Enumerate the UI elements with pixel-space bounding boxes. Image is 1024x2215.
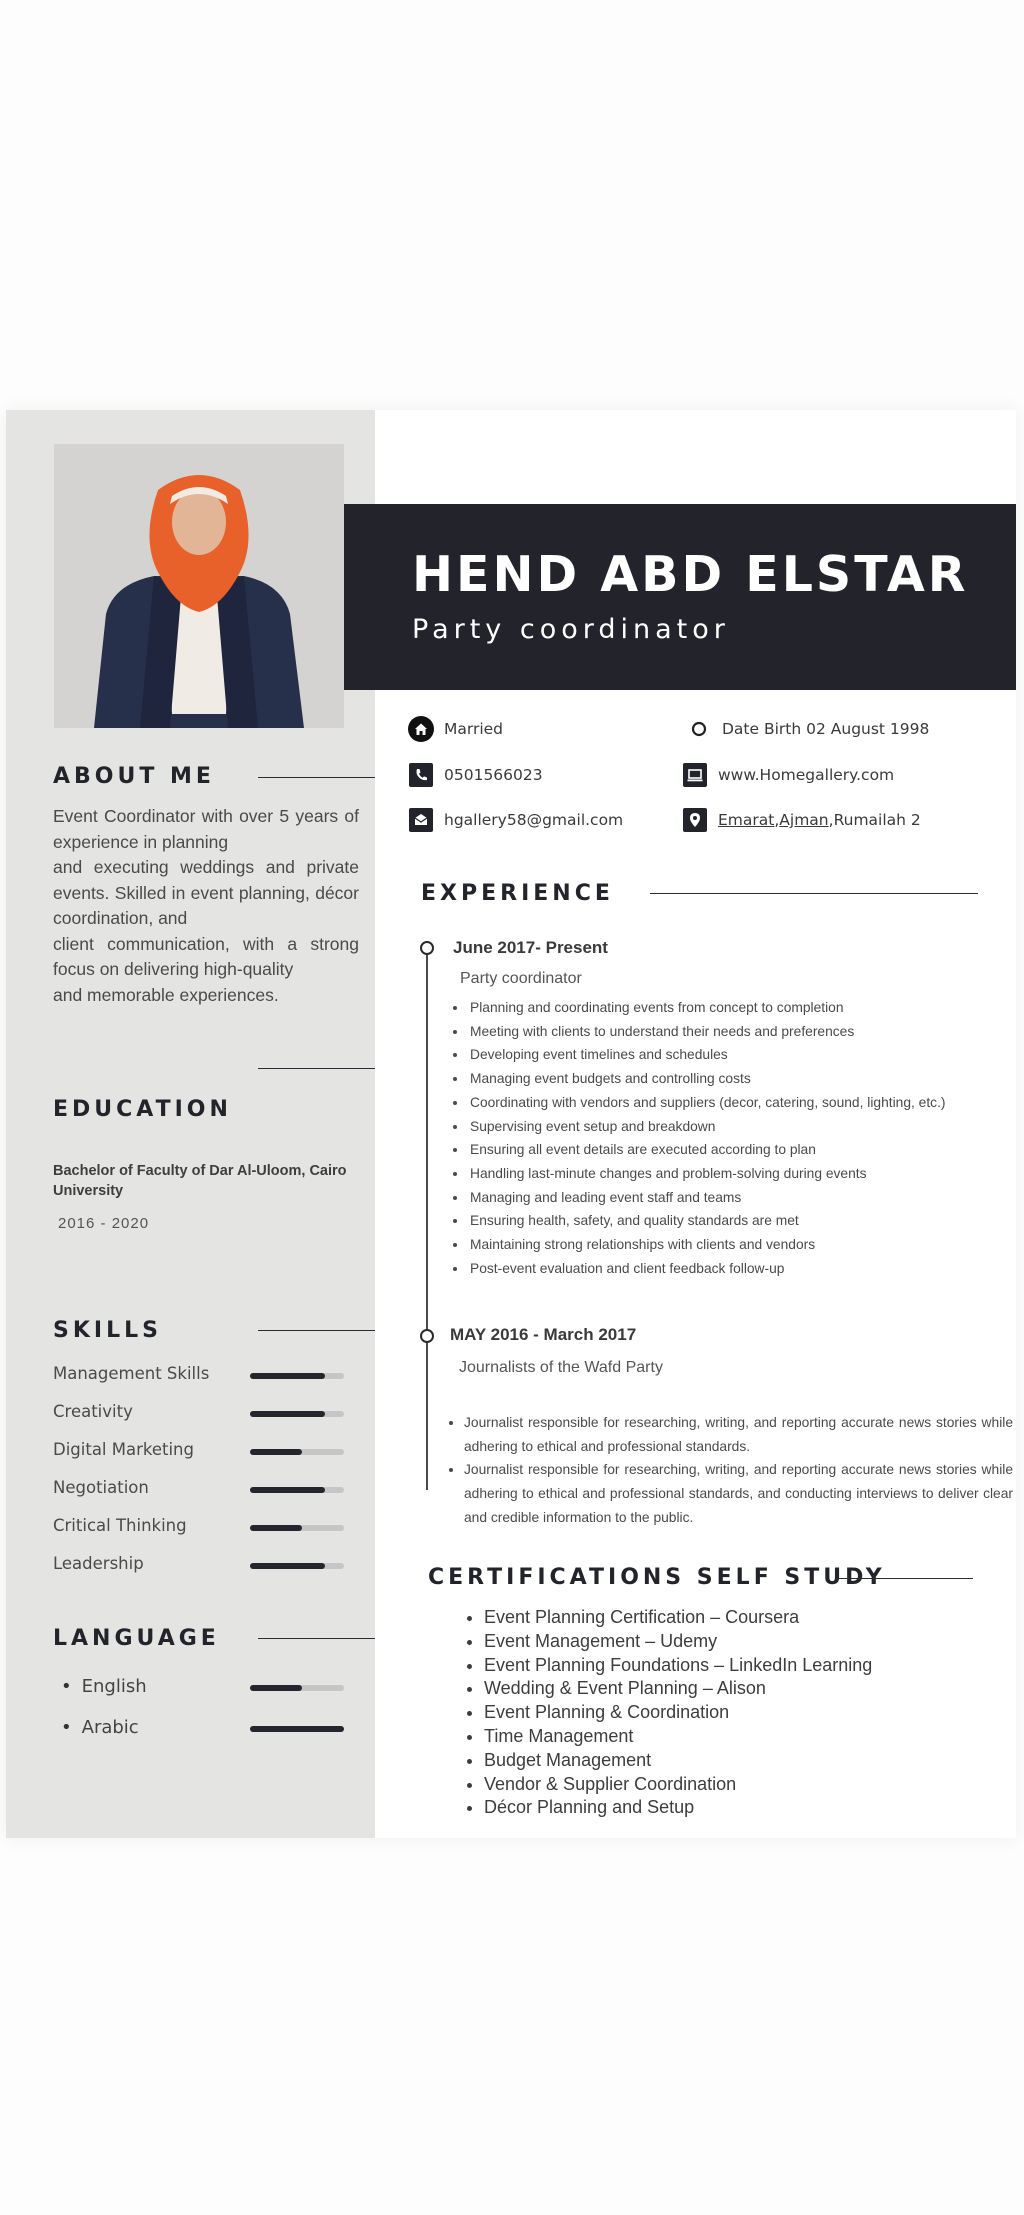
sidebar	[6, 410, 375, 1838]
candidate-name: HEND ABD ELSTAR	[412, 546, 969, 603]
experience-timeline	[426, 947, 428, 1490]
skill-bar	[250, 1449, 344, 1455]
about-line: client communication, with a strong focus on delivering high-quality	[53, 933, 359, 979]
skill-name: Critical Thinking	[53, 1516, 187, 1535]
timeline-dot	[420, 1329, 434, 1343]
duty-item: • Meeting with clients to understand their needs and preferences	[468, 1020, 1013, 1044]
education-divider	[258, 1068, 375, 1069]
skill-bar	[250, 1563, 344, 1569]
education-years: 2016 - 2020	[58, 1215, 150, 1232]
duty-item: • Developing event timelines and schedules	[468, 1043, 1013, 1067]
skill-item	[53, 1440, 353, 1464]
contact-email[interactable]	[408, 806, 623, 834]
duty-item: • Managing and leading event staff and teams	[468, 1186, 1013, 1210]
language-name: • English	[53, 1676, 147, 1697]
duty-item: • Journalist responsible for researching, writing, and reporting accurate news stories while adhering to ethical and professional standards, and conducting interviews to deliver clear and credible information to the public.	[464, 1458, 1013, 1529]
duty-item: • Maintaining strong relationships with clients and vendors	[468, 1233, 1013, 1257]
contact-marital	[408, 715, 503, 743]
skill-name: Creativity	[53, 1402, 133, 1421]
laptop-icon	[682, 762, 708, 788]
skill-name: Leadership	[53, 1554, 144, 1573]
language-bar-fill	[250, 1726, 344, 1732]
skills-title: SKILLS	[53, 1318, 162, 1343]
job-role: Journalists of the Wafd Party	[459, 1359, 663, 1376]
marital-status: Married	[444, 720, 504, 738]
skill-bar-fill	[250, 1525, 302, 1531]
certification-item: • Event Planning & Coordination	[484, 1701, 1004, 1725]
skill-bar-fill	[250, 1373, 325, 1379]
header-band	[344, 504, 1016, 690]
location-pin-icon	[682, 807, 708, 833]
duty-item: • Supervising event setup and breakdown	[468, 1115, 1013, 1139]
contact-website[interactable]	[682, 761, 894, 789]
contact-address	[682, 806, 921, 834]
skill-bar	[250, 1411, 344, 1417]
email: hgallery58@gmail.com	[444, 811, 624, 829]
about-line: and executing weddings and private events. Skilled in event planning, décor coordination, and	[53, 857, 359, 928]
job-date: MAY 2016 - March 2017	[450, 1325, 637, 1344]
duty-item: • Managing event budgets and controlling costs	[468, 1067, 1013, 1091]
duty-item: • Post-event evaluation and client feedback follow-up	[468, 1257, 1013, 1281]
address-area: Rumailah 2	[833, 811, 921, 829]
certification-item: • Wedding & Event Planning – Alison	[484, 1677, 1004, 1701]
address-separator: ,	[828, 811, 834, 829]
skills-divider	[258, 1330, 375, 1331]
certifications-list	[456, 1606, 1004, 1820]
duty-item: • Handling last-minute changes and problem-solving during events	[468, 1162, 1013, 1186]
duty-item: • Journalist responsible for researching, writing, and reporting accurate news stories while adhering to ethical and professional standards.	[464, 1411, 1013, 1458]
resume-page	[6, 410, 1016, 1838]
contact-birth	[686, 715, 929, 743]
skill-item	[53, 1478, 353, 1502]
education-title: EDUCATION	[53, 1097, 232, 1122]
language-name: • Arabic	[53, 1717, 139, 1738]
about-title: ABOUT ME	[53, 764, 215, 789]
experience-title: EXPERIENCE	[421, 881, 614, 906]
candidate-title: Party coordinator	[412, 614, 730, 645]
certification-item: • Event Planning Certification – Coursera	[484, 1606, 1004, 1630]
timeline-dot	[420, 941, 434, 955]
job-duties	[446, 996, 1013, 1280]
language-bar	[250, 1685, 344, 1691]
skill-bar-fill	[250, 1411, 325, 1417]
certification-item: • Vendor & Supplier Coordination	[484, 1773, 1004, 1797]
certification-item: • Event Management – Udemy	[484, 1630, 1004, 1654]
skill-bar	[250, 1373, 344, 1379]
certification-item: • Budget Management	[484, 1749, 1004, 1773]
phone-number: 0501566023	[444, 766, 543, 784]
skill-bar	[250, 1487, 344, 1493]
job-date: June 2017- Present	[453, 938, 608, 957]
language-title: LANGUAGE	[53, 1626, 220, 1651]
certification-item: • Time Management	[484, 1725, 1004, 1749]
phone-icon	[408, 762, 434, 788]
skill-item	[53, 1516, 353, 1540]
certifications-divider	[836, 1578, 973, 1579]
language-bar-fill	[250, 1685, 302, 1691]
address-emirate: Emarat	[718, 811, 775, 829]
about-line: and memorable experiences.	[53, 984, 279, 1005]
contact-phone[interactable]	[408, 761, 543, 789]
certification-item: • Décor Planning and Setup	[484, 1796, 1004, 1820]
duty-item: • Coordinating with vendors and suppliers (decor, catering, sound, lighting, etc.)	[468, 1091, 1013, 1115]
skill-item	[53, 1554, 353, 1578]
birth-date: Date Birth 02 August 1998	[722, 720, 930, 738]
duty-item: • Ensuring all event details are executed according to plan	[468, 1138, 1013, 1162]
address-separator: ,	[774, 811, 780, 829]
language-bar	[250, 1726, 344, 1732]
about-text	[53, 804, 359, 1008]
skill-item	[53, 1402, 353, 1426]
duty-item: • Planning and coordinating events from concept to completion	[468, 996, 1013, 1020]
skill-bar-fill	[250, 1563, 325, 1569]
education-degree: Bachelor of Faculty of Dar Al-Uloom, Cairo University	[53, 1163, 347, 1199]
about-divider	[258, 777, 375, 778]
certifications-title: CERTIFICATIONS SELF STUDY	[428, 1565, 886, 1590]
email-icon	[408, 807, 434, 833]
skill-name: Negotiation	[53, 1478, 149, 1497]
job-duties	[442, 1411, 1013, 1530]
skill-bar-fill	[250, 1449, 302, 1455]
address-city: Ajman	[779, 811, 829, 829]
skill-bar	[250, 1525, 344, 1531]
language-item	[53, 1717, 353, 1743]
language-item	[53, 1676, 353, 1702]
circle-icon	[686, 716, 712, 742]
job-role: Party coordinator	[460, 970, 582, 987]
experience-divider	[650, 893, 978, 894]
skill-item	[53, 1364, 353, 1388]
profile-photo	[54, 444, 344, 728]
home-icon	[408, 716, 434, 742]
language-divider	[258, 1638, 375, 1639]
skill-name: Management Skills	[53, 1364, 210, 1383]
certification-item: • Event Planning Foundations – LinkedIn Learning	[484, 1654, 1004, 1678]
about-line: Event Coordinator with over 5 years of experience in planning	[53, 806, 359, 852]
website: www.Homegallery.com	[718, 766, 895, 784]
duty-item: • Ensuring health, safety, and quality standards are met	[468, 1209, 1013, 1233]
skill-name: Digital Marketing	[53, 1440, 194, 1459]
skill-bar-fill	[250, 1487, 325, 1493]
